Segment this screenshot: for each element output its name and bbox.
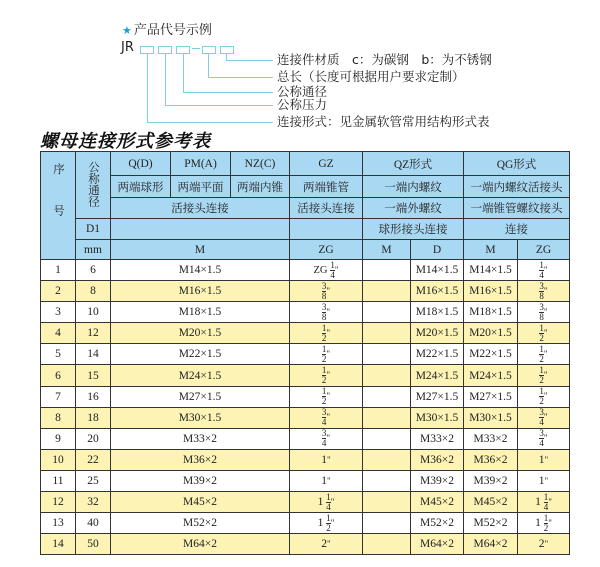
table-row <box>41 260 570 281</box>
cell-no: 8 <box>41 407 76 428</box>
zg-cell <box>518 534 570 555</box>
leader-line <box>147 53 148 122</box>
cell-qz-d: M64×2 <box>411 534 464 555</box>
header-cell: GZ <box>290 152 363 176</box>
header-cell: M <box>111 240 290 260</box>
numerator: 1 <box>321 322 327 333</box>
cell-qz-d: M18×1.5 <box>411 302 464 323</box>
cell-qz-m <box>363 492 411 513</box>
cell-dn: 14 <box>76 344 111 365</box>
zg-cell <box>290 302 363 323</box>
whole-inch: 1 <box>538 453 545 466</box>
code-box-length <box>202 46 216 54</box>
header-cell: 球形接头连接 <box>363 219 464 240</box>
table-row <box>41 428 570 449</box>
cell-m: M16×1.5 <box>111 281 290 302</box>
zg-cell <box>518 281 570 302</box>
denominator: 2 <box>321 353 327 364</box>
cell-qz-d: M45×2 <box>411 492 464 513</box>
whole-inch: 2 <box>538 538 545 551</box>
cell-qg-m: M64×2 <box>464 534 518 555</box>
header-dn: 公称通径 <box>76 152 111 219</box>
numerator: 3 <box>539 428 544 439</box>
denominator: 4 <box>321 438 327 449</box>
denominator: 2 <box>539 353 544 364</box>
inch-mark: " <box>327 539 331 550</box>
header-cell: 活接头连接 <box>290 198 363 219</box>
header-cell <box>290 219 363 240</box>
nut-connection-table <box>40 151 570 555</box>
table-row <box>41 386 570 407</box>
table-row <box>41 513 570 534</box>
cell-dn: 8 <box>76 281 111 302</box>
cell-qz-m <box>363 281 411 302</box>
cell-qz-d: M14×1.5 <box>411 260 464 281</box>
denominator: 4 <box>543 501 549 512</box>
cell-qz-m <box>363 386 411 407</box>
example-title-text: 产品代号示例 <box>133 23 212 38</box>
cell-m: M36×2 <box>111 449 290 470</box>
inch-mark: " <box>326 349 331 360</box>
denominator: 4 <box>326 501 331 512</box>
inch-mark: " <box>548 496 552 507</box>
leader-line <box>165 53 166 105</box>
zg-cell <box>290 407 363 428</box>
cell-qg-m: M27×1.5 <box>464 386 518 407</box>
whole-inch: 1 <box>321 453 328 466</box>
denominator: 2 <box>539 332 544 343</box>
header-cell: Q(D) <box>111 152 171 176</box>
table-row <box>41 302 570 323</box>
cell-no: 11 <box>41 470 76 491</box>
inch-mark: " <box>330 517 335 528</box>
star-icon: ★ <box>122 24 132 37</box>
inch-mark: " <box>544 539 549 550</box>
whole-inch: 1 <box>535 516 541 529</box>
zg-prefix: ZG <box>313 264 328 276</box>
header-seq: 序号 <box>41 152 76 260</box>
numerator: 1 <box>326 512 331 523</box>
zg-cell <box>290 365 363 386</box>
denominator: 4 <box>539 438 544 449</box>
code-box-material <box>220 46 234 54</box>
numerator: 3 <box>539 407 544 418</box>
cell-qz-m <box>363 407 411 428</box>
cell-dn: 32 <box>76 492 111 513</box>
cell-no: 3 <box>41 302 76 323</box>
leader-line <box>226 60 273 61</box>
header-cell: PM(A) <box>171 152 231 176</box>
numerator: 3 <box>321 428 327 439</box>
cell-m: M52×2 <box>111 513 290 534</box>
cell-m: M14×1.5 <box>111 260 290 281</box>
inch-mark: " <box>326 391 331 402</box>
leader-line <box>147 122 273 123</box>
legend-material: 连接件材质 c：为碳钢 b：为不锈钢 <box>277 52 492 67</box>
cell-qz-d: M52×2 <box>411 513 464 534</box>
cell-m: M24×1.5 <box>111 365 290 386</box>
denominator: 8 <box>539 311 544 322</box>
cell-m: M33×2 <box>111 428 290 449</box>
cell-qg-m: M22×1.5 <box>464 344 518 365</box>
code-dash <box>192 48 200 49</box>
cell-no: 10 <box>41 449 76 470</box>
numerator: 3 <box>539 301 544 312</box>
leader-line <box>208 77 273 78</box>
cell-qz-d: M24×1.5 <box>411 365 464 386</box>
legend-diameter: 公称通径 <box>277 84 328 99</box>
cell-dn: 18 <box>76 407 111 428</box>
inch-mark: " <box>326 327 331 338</box>
inch-mark: " <box>543 285 548 296</box>
zg-cell <box>290 492 363 513</box>
whole-inch: 1 <box>538 474 545 487</box>
cell-m: M27×1.5 <box>111 386 290 407</box>
zg-cell <box>290 470 363 491</box>
inch-mark: " <box>543 370 548 381</box>
cell-m: M39×2 <box>111 470 290 491</box>
zg-cell <box>290 344 363 365</box>
cell-no: 6 <box>41 365 76 386</box>
cell-dn: 6 <box>76 260 111 281</box>
denominator: 4 <box>321 417 327 428</box>
denominator: 2 <box>539 375 544 386</box>
zg-cell <box>518 344 570 365</box>
legend-length: 总长（长度可根据用户要求定制） <box>277 69 465 84</box>
zg-cell <box>518 260 570 281</box>
cell-qz-m <box>363 470 411 491</box>
cell-qg-m: M18×1.5 <box>464 302 518 323</box>
whole-inch: 1 <box>317 516 324 529</box>
inch-mark: " <box>543 349 548 360</box>
header-mm: mm <box>76 240 111 260</box>
header-cell: 两端锥管 <box>290 176 363 198</box>
inch-mark: " <box>326 433 331 444</box>
inch-mark: " <box>543 306 548 317</box>
leader-line <box>208 53 209 77</box>
cell-qg-m: M33×2 <box>464 428 518 449</box>
example-title <box>122 19 212 38</box>
denominator: 8 <box>321 290 327 301</box>
cell-qz-m <box>363 534 411 555</box>
cell-no: 2 <box>41 281 76 302</box>
cell-qz-d: M27×1.5 <box>411 386 464 407</box>
cell-dn: 22 <box>76 449 111 470</box>
inch-mark: " <box>548 517 552 528</box>
denominator: 4 <box>539 417 544 428</box>
inch-mark: " <box>543 264 548 275</box>
cell-qg-m: M14×1.5 <box>464 260 518 281</box>
zg-cell <box>518 449 570 470</box>
cell-no: 13 <box>41 513 76 534</box>
header-cell: 一端内螺纹 <box>363 176 464 198</box>
cell-dn: 40 <box>76 513 111 534</box>
header-cell: M <box>464 240 518 260</box>
table-row <box>41 534 570 555</box>
inch-mark: " <box>543 391 548 402</box>
cell-no: 4 <box>41 323 76 344</box>
cell-qz-m <box>363 260 411 281</box>
table-row <box>41 470 570 491</box>
cell-qz-d: M20×1.5 <box>411 323 464 344</box>
zg-cell <box>290 534 363 555</box>
numerator: 1 <box>321 343 327 354</box>
zg-cell <box>518 302 570 323</box>
numerator: 1 <box>539 322 544 333</box>
cell-qz-m <box>363 302 411 323</box>
inch-mark: " <box>543 433 548 444</box>
cell-qg-m: M52×2 <box>464 513 518 534</box>
inch-mark: " <box>326 285 331 296</box>
header-cell: M <box>363 240 411 260</box>
numerator: 1 <box>539 259 544 270</box>
cell-m: M30×1.5 <box>111 407 290 428</box>
denominator: 4 <box>539 269 544 280</box>
cell-qz-m <box>363 365 411 386</box>
cell-qz-d: M16×1.5 <box>411 281 464 302</box>
cell-qz-m <box>363 449 411 470</box>
header-cell: QZ形式 <box>363 152 464 176</box>
header-cell: 一端锥管螺纹接头 <box>464 198 570 219</box>
cell-dn: 10 <box>76 302 111 323</box>
zg-cell <box>518 492 570 513</box>
inch-mark: " <box>543 327 548 338</box>
code-prefix: JR <box>121 40 134 55</box>
cell-m: M45×2 <box>111 492 290 513</box>
zg-cell <box>290 513 363 534</box>
numerator: 1 <box>543 491 549 502</box>
inch-mark: " <box>334 264 339 275</box>
cell-m: M18×1.5 <box>111 302 290 323</box>
cell-m: M64×2 <box>111 534 290 555</box>
numerator: 1 <box>543 512 549 523</box>
header-cell: D <box>411 240 464 260</box>
table-row <box>41 281 570 302</box>
cell-no: 14 <box>41 534 76 555</box>
inch-mark: " <box>326 412 331 423</box>
numerator: 3 <box>321 301 327 312</box>
cell-dn: 12 <box>76 323 111 344</box>
leader-line <box>226 53 227 60</box>
header-cell: 两端内锥 <box>231 176 290 198</box>
table-row <box>41 449 570 470</box>
whole-inch: 1 <box>321 474 328 487</box>
denominator: 8 <box>539 290 544 301</box>
zg-cell <box>290 281 363 302</box>
denominator: 2 <box>321 332 327 343</box>
table-row <box>41 344 570 365</box>
zg-cell <box>290 449 363 470</box>
cell-m: M20×1.5 <box>111 323 290 344</box>
header-cell: ZG <box>290 240 363 260</box>
inch-mark: " <box>544 454 549 465</box>
inch-mark: " <box>327 454 331 465</box>
cell-qz-m <box>363 323 411 344</box>
cell-dn: 20 <box>76 428 111 449</box>
numerator: 1 <box>321 365 327 376</box>
numerator: 1 <box>330 259 335 270</box>
header-cell: 两端平面 <box>171 176 231 198</box>
cell-no: 7 <box>41 386 76 407</box>
zg-cell <box>290 386 363 407</box>
denominator: 2 <box>321 375 327 386</box>
header-cell: 两端球形 <box>111 176 171 198</box>
leader-line <box>183 92 273 93</box>
inch-mark: " <box>327 475 331 486</box>
cell-qg-m: M16×1.5 <box>464 281 518 302</box>
inch-mark: " <box>543 412 548 423</box>
numerator: 1 <box>539 343 544 354</box>
legend-pressure: 公称压力 <box>277 97 328 112</box>
cell-m: M22×1.5 <box>111 344 290 365</box>
cell-qz-d: M39×2 <box>411 470 464 491</box>
numerator: 3 <box>321 280 327 291</box>
numerator: 3 <box>539 280 544 291</box>
zg-cell <box>518 386 570 407</box>
numerator: 3 <box>321 407 327 418</box>
cell-dn: 15 <box>76 365 111 386</box>
cell-qg-m: M39×2 <box>464 470 518 491</box>
cell-no: 5 <box>41 344 76 365</box>
cell-qz-d: M22×1.5 <box>411 344 464 365</box>
inch-mark: " <box>544 475 549 486</box>
header-cell: ZG <box>518 240 570 260</box>
header-cell: 一端内螺纹活接头 <box>464 176 570 198</box>
legend-connection-form: 连接形式：见金属软管常用结构形式表 <box>277 114 490 129</box>
whole-inch: 1 <box>317 495 324 508</box>
denominator: 2 <box>326 522 331 533</box>
inch-mark: " <box>326 370 331 381</box>
zg-cell <box>518 323 570 344</box>
cell-dn: 16 <box>76 386 111 407</box>
table-row <box>41 492 570 513</box>
cell-no: 1 <box>41 260 76 281</box>
denominator: 2 <box>321 396 327 407</box>
numerator: 1 <box>539 386 544 397</box>
denominator: 2 <box>543 522 549 533</box>
table-title: 螺母连接形式参考表 <box>40 131 211 152</box>
numerator: 1 <box>326 491 331 502</box>
table-row <box>41 365 570 386</box>
zg-cell <box>518 428 570 449</box>
zg-cell <box>290 323 363 344</box>
inch-mark: " <box>326 306 331 317</box>
cell-qg-m: M36×2 <box>464 449 518 470</box>
denominator: 4 <box>330 269 335 280</box>
whole-inch: 2 <box>321 538 328 551</box>
zg-cell <box>290 260 363 281</box>
denominator: 8 <box>321 311 327 322</box>
cell-dn: 25 <box>76 470 111 491</box>
zg-cell <box>518 470 570 491</box>
leader-line <box>165 105 273 106</box>
numerator: 1 <box>321 386 327 397</box>
table-row <box>41 323 570 344</box>
leader-line <box>183 53 184 92</box>
denominator: 2 <box>539 396 544 407</box>
cell-dn: 50 <box>76 534 111 555</box>
header-cell <box>111 219 290 240</box>
zg-cell <box>518 365 570 386</box>
header-cell: 一端外螺纹 <box>363 198 464 219</box>
cell-qg-m: M45×2 <box>464 492 518 513</box>
header-cell: 连接 <box>464 219 570 240</box>
cell-qz-m <box>363 344 411 365</box>
cell-qz-d: M33×2 <box>411 428 464 449</box>
table-row <box>41 407 570 428</box>
cell-qg-m: M30×1.5 <box>464 407 518 428</box>
header-cell: NZ(C) <box>231 152 290 176</box>
header-cell: 活接头连接 <box>111 198 290 219</box>
cell-qz-m <box>363 513 411 534</box>
zg-cell <box>518 513 570 534</box>
cell-no: 12 <box>41 492 76 513</box>
zg-cell <box>518 407 570 428</box>
cell-qz-m <box>363 428 411 449</box>
cell-no: 9 <box>41 428 76 449</box>
cell-qz-d: M30×1.5 <box>411 407 464 428</box>
numerator: 1 <box>539 365 544 376</box>
cell-qg-m: M20×1.5 <box>464 323 518 344</box>
cell-qz-d: M36×2 <box>411 449 464 470</box>
header-cell: QG形式 <box>464 152 570 176</box>
cell-qg-m: M24×1.5 <box>464 365 518 386</box>
whole-inch: 1 <box>535 495 541 508</box>
zg-cell <box>290 428 363 449</box>
header-d1: D1 <box>76 219 111 240</box>
inch-mark: " <box>330 496 335 507</box>
